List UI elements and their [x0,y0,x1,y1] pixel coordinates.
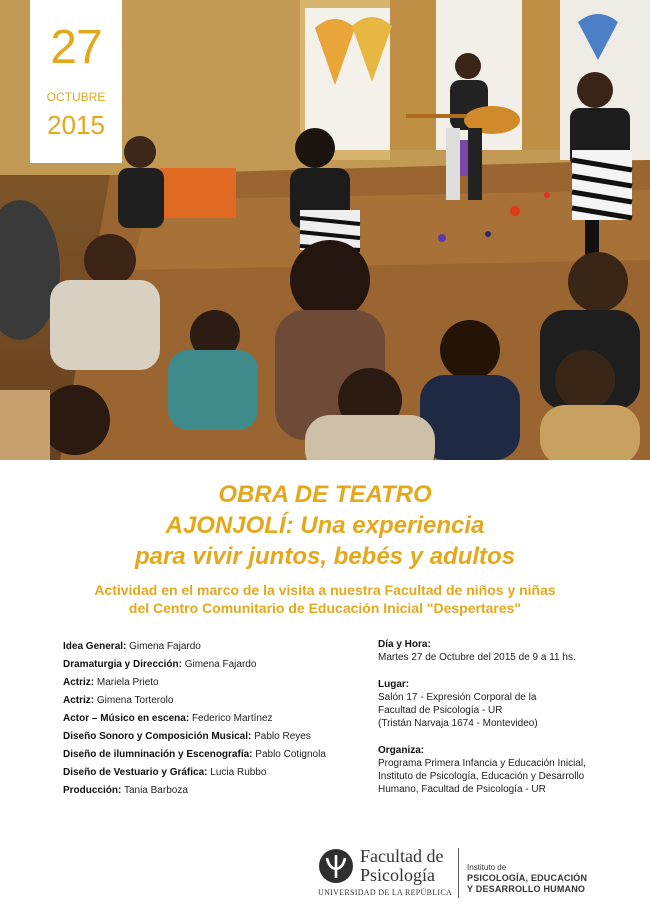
info-dia-label: Día y Hora: [378,639,431,650]
psi-emblem-icon [318,848,354,884]
credit-role: Diseño Sonoro y Composición Musical: [63,731,252,742]
universidad-name: UNIVERSIDAD DE LA REPÚBLICA [318,888,453,897]
info-lugar-line: Salón 17 - Expresión Corporal de la [378,692,537,703]
credit-role: Dramaturgia y Dirección: [63,659,182,670]
info-organiza [378,744,628,796]
credit-name: Gimena Torterolo [96,695,174,706]
instituto-small-label: Instituto de [467,863,507,872]
credit-row [63,692,363,710]
subheadline-line-1: Actividad en el marco de la visita a nuestra Facultad de niños y niñas [94,582,556,598]
credit-name: Lucia Rubbo [210,767,267,778]
credit-name: Pablo Reyes [254,731,311,742]
credit-role: Actor – Músico en escena: [63,713,190,724]
credit-role: Actriz: [63,677,95,688]
info-organiza-label: Organiza: [378,745,425,756]
date-month: OCTUBRE [46,90,106,104]
credit-row [63,674,363,692]
info-dia-hora [378,638,628,664]
credits-list [63,638,363,800]
credit-row [63,710,363,728]
info-organiza-line: Humano, Facultad de Psicología - UR [378,784,546,795]
facultad-name-line-2: Psicología [360,865,435,885]
credit-name: Mariela Prieto [96,677,159,688]
credit-row [63,656,363,674]
credit-row [63,782,363,800]
credit-row [63,764,363,782]
facultad-name-line-1: Facultad de [360,846,444,866]
info-organiza-line: Programa Primera Infancia y Educación Inicial, [378,758,586,769]
info-lugar-line: Facultad de Psicología - UR [378,705,503,716]
credit-role: Diseño de Vestuario y Gráfica: [63,767,208,778]
credit-name: Pablo Cotignola [255,749,326,760]
headline-line-3: para vivir juntos, bebés y adultos [134,543,516,570]
credit-name: Gimena Fajardo [184,659,257,670]
instituto-logo [467,863,587,895]
credit-role: Producción: [63,785,122,796]
credit-role: Actriz: [63,695,95,706]
credit-row [63,638,363,656]
event-info [378,638,628,810]
date-year: 2015 [47,110,105,140]
credit-name: Tania Barboza [123,785,188,796]
info-lugar-line: (Tristán Narvaja 1674 - Montevideo) [378,718,538,729]
date-badge [30,0,122,163]
credit-row [63,728,363,746]
credit-role: Idea General: [63,641,127,652]
subheadline-line-2: del Centro Comunitario de Educación Inicial "Despertares" [128,600,522,616]
instituto-name-line-1: PSICOLOGÍA, EDUCACIÓN [467,873,588,883]
headline-line-2: AJONJOLÍ: Una experiencia [165,512,485,539]
credit-name: Gimena Fajardo [129,641,201,652]
logo-divider [458,848,459,898]
date-day: 27 [50,21,102,74]
info-lugar-label: Lugar: [378,679,410,690]
facultad-psicologia-logo [318,846,456,902]
info-organiza-line: Instituto de Psicología, Educación y Desarrollo [378,771,585,782]
info-dia-text: Martes 27 de Octubre del 2015 de 9 a 11 hs. [378,652,576,663]
credit-row [63,746,363,764]
instituto-name-line-2: Y DESARROLLO HUMANO [467,884,586,894]
headline-line-1: OBRA DE TEATRO [218,481,432,508]
credit-name: Federico Martínez [191,713,273,724]
credit-role: Diseño de ilumninación y Escenografía: [63,749,253,760]
info-lugar [378,678,628,730]
